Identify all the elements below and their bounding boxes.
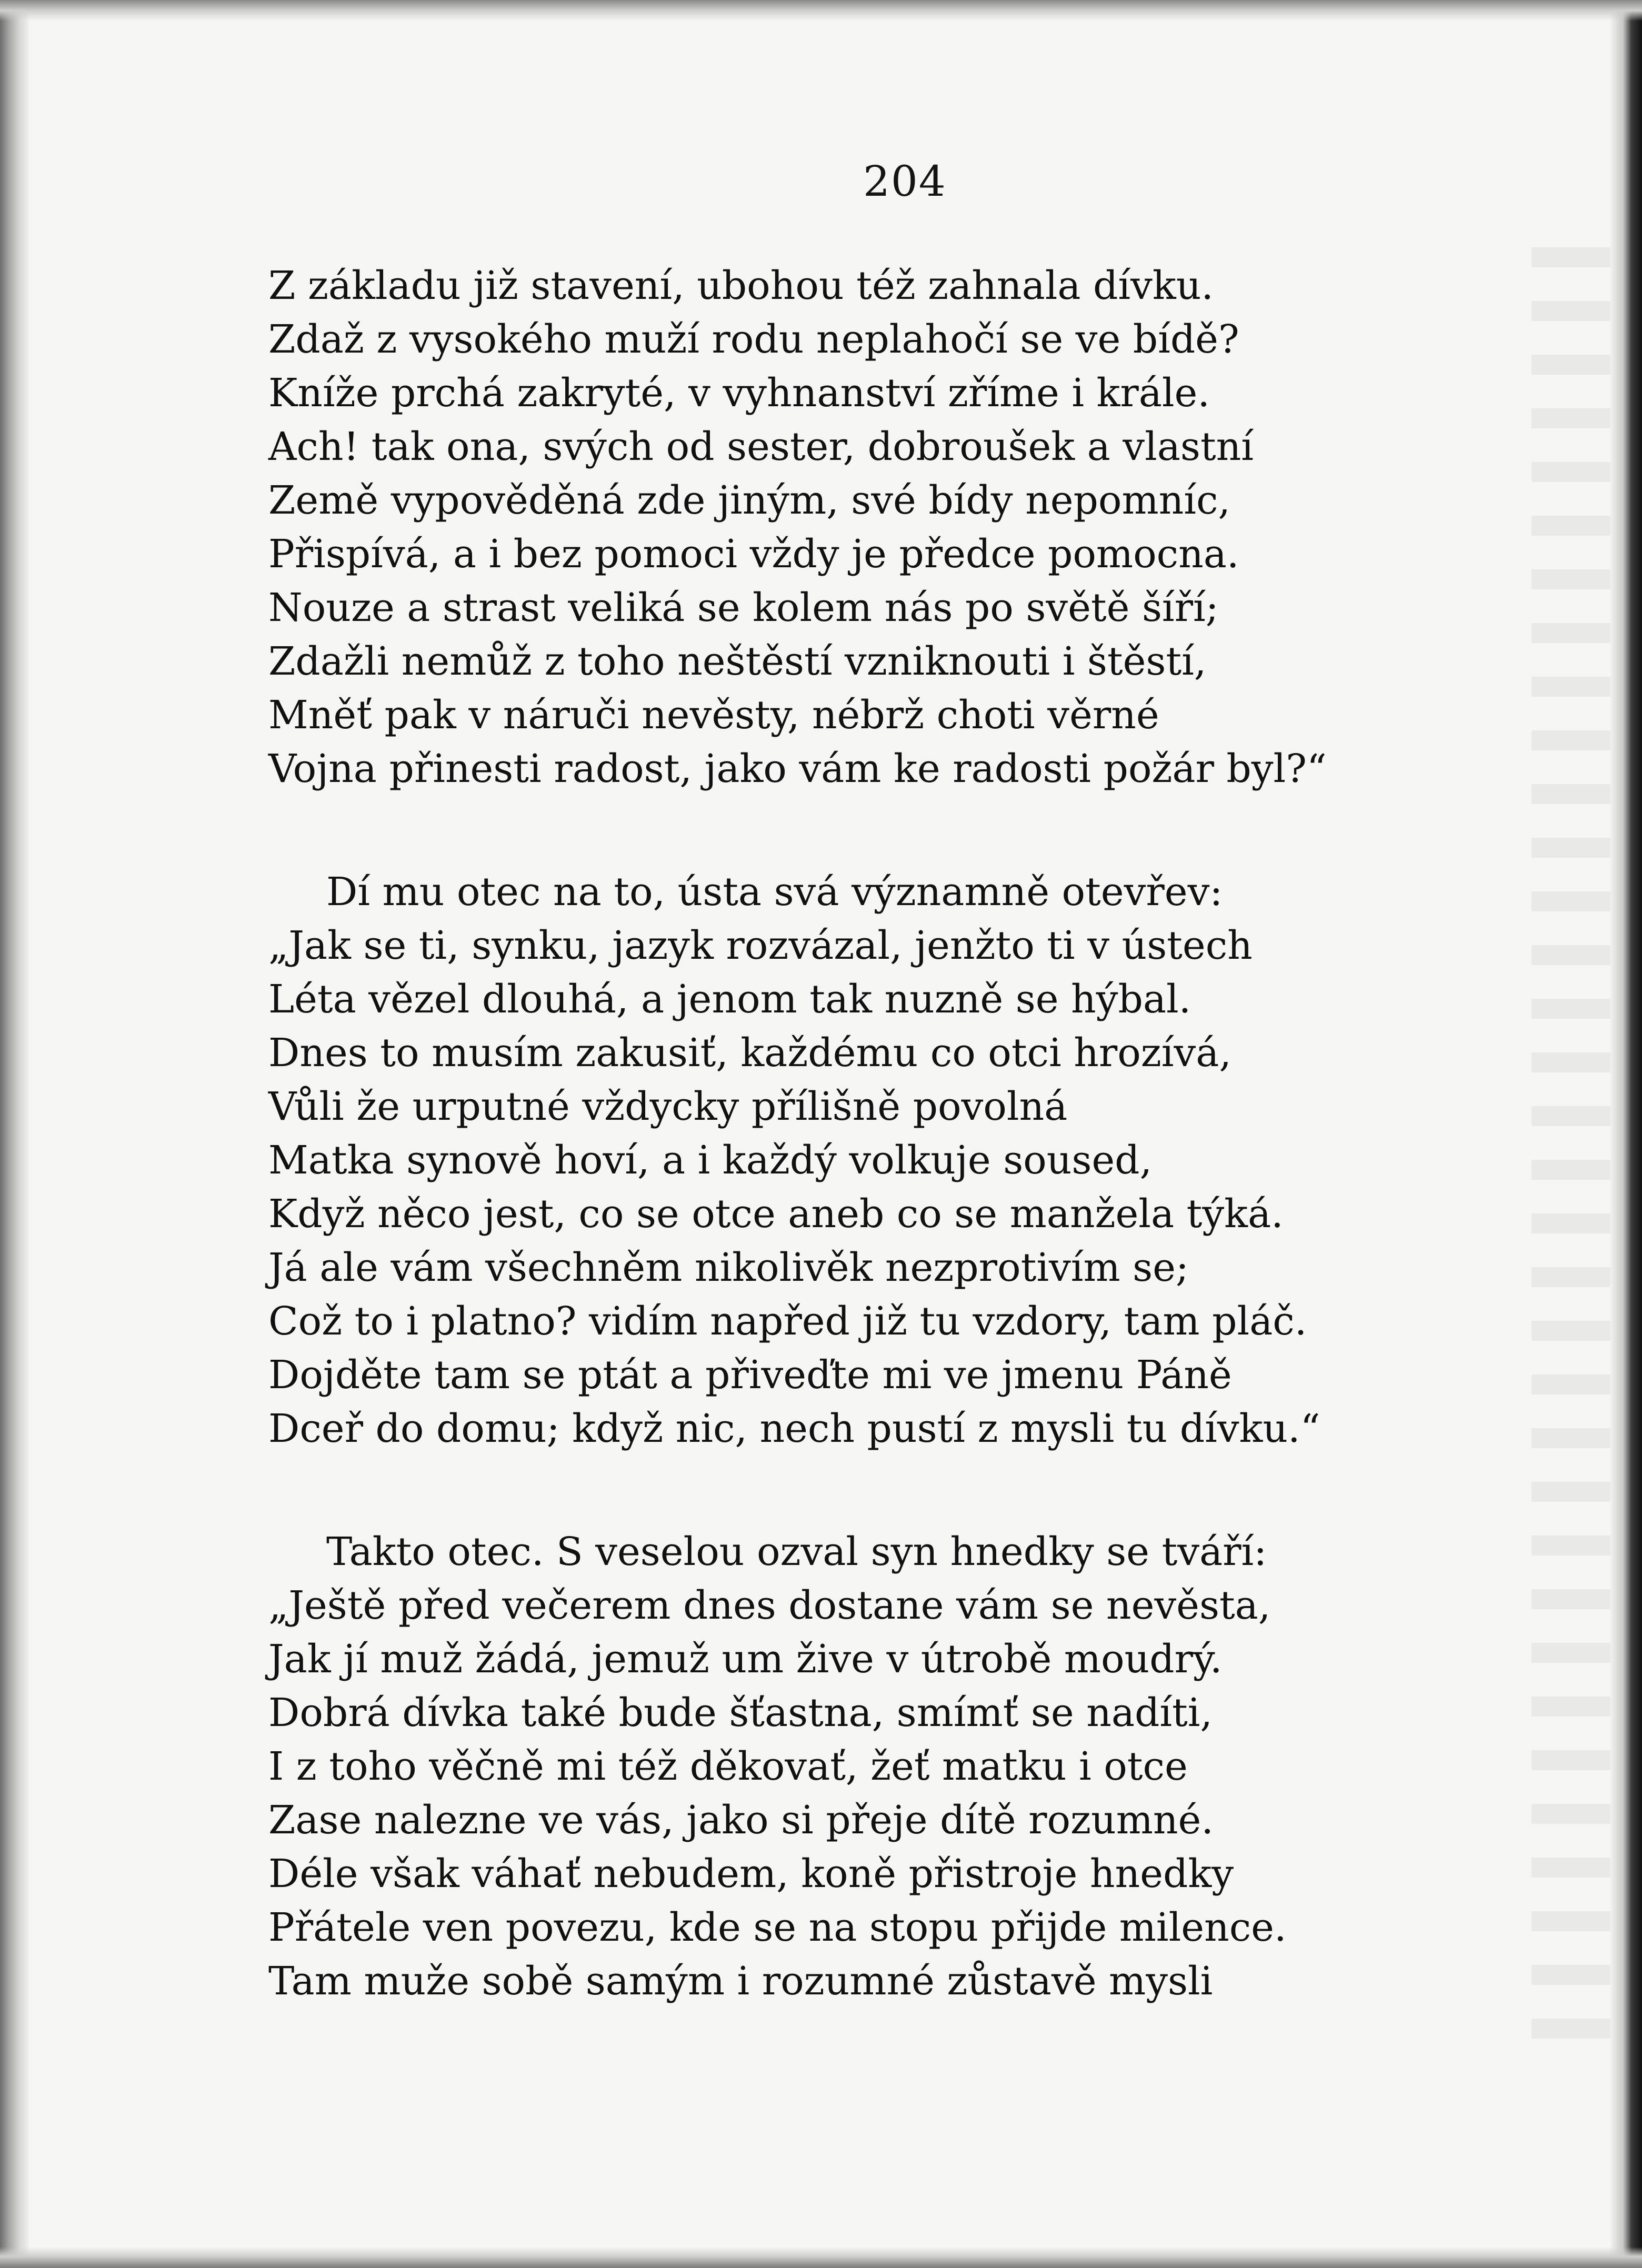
page-right-edge-shadow: [1610, 0, 1642, 2268]
stanza: [268, 1525, 1563, 2008]
verse-line: Přátele ven povezu, kde se na stopu přijde milence.: [268, 1905, 1287, 1950]
verse-line-indented: Dí mu otec na to, ústa svá významně otevřev:: [326, 869, 1223, 915]
verse-line: Zdaž z vysokého muží rodu neplahočí se ve bídě?: [268, 317, 1239, 362]
verse-line: Dnes to musím zakusiť, každému co otci hrozívá,: [268, 1030, 1232, 1076]
verse-line: Dceř do domu; když nic, nech pustí z mysli tu dívku.“: [268, 1406, 1320, 1451]
verse-line: Vojna přinesti radost, jako vám ke radosti požár byl?“: [268, 746, 1327, 791]
verse-line: Což to i platno? vidím napřed již tu vzdory, tam pláč.: [268, 1299, 1307, 1344]
verse-line: Dojděte tam se ptát a přiveďte mi ve jmenu Páně: [268, 1352, 1232, 1398]
verse-line: Přispívá, a i bez pomoci vždy je předce pomocna.: [268, 531, 1239, 577]
page-top-edge-shadow: [0, 0, 1642, 21]
poem-text: [268, 259, 1563, 2078]
verse-line: I z toho věčně mi též děkovať, žeť matku i otce: [268, 1744, 1188, 1789]
verse-line: Z základu již stavení, ubohou též zahnala dívku.: [268, 263, 1214, 308]
verse-line: Já ale vám všechněm nikolivěk nezprotivím se;: [268, 1245, 1189, 1290]
verse-line: Matka synově hoví, a i každý volkuje soused,: [268, 1138, 1153, 1183]
verse-line: Mněť pak v náruči nevěsty, nébrž choti věrné: [268, 693, 1159, 738]
stanza: [268, 259, 1563, 796]
verse-line: Dobrá dívka také bude šťastna, smímť se nadíti,: [268, 1690, 1213, 1735]
verse-line: Nouze a strast veliká se kolem nás po světě šíří;: [268, 585, 1219, 630]
page-number: 204: [863, 157, 947, 206]
verse-line: Zase nalezne ve vás, jako si přeje dítě rozumné.: [268, 1798, 1214, 1843]
verse-line: „Jak se ti, synku, jazyk rozvázal, jenžto ti v ústech: [268, 923, 1253, 968]
verse-line-indented: Takto otec. S veselou ozval syn hnedky se tváří:: [326, 1529, 1267, 1574]
verse-line: Vůli že urputné vždycky přílišně povolná: [268, 1084, 1068, 1129]
page-left-edge-shadow: [0, 0, 29, 2268]
verse-line: Tam muže sobě samým i rozumné zůstavě mysli: [268, 1959, 1213, 2004]
verse-line: Jak jí muž žádá, jemuž um žive v útrobě moudrý.: [268, 1637, 1223, 1682]
verse-line: Země vypověděná zde jiným, své bídy nepomníc,: [268, 478, 1230, 523]
verse-line: Léta vězel dlouhá, a jenom tak nuzně se hýbal.: [268, 977, 1192, 1022]
verse-line: Když něco jest, co se otce aneb co se manžela týká.: [268, 1191, 1284, 1237]
verse-line: Kníže prchá zakryté, v vyhnanství zříme i krále.: [268, 370, 1210, 416]
verse-line: Ach! tak ona, svých od sester, dobroušek a vlastní: [268, 424, 1254, 469]
stanza: [268, 865, 1563, 1456]
page-bottom-edge-shadow: [0, 2247, 1642, 2268]
verse-line: „Ještě před večerem dnes dostane vám se nevěsta,: [268, 1583, 1271, 1628]
verse-line: Déle však váhať nebudem, koně přistroje hnedky: [268, 1851, 1234, 1896]
verse-line: Zdažli nemůž z toho neštěstí vzniknouti i štěstí,: [268, 639, 1207, 684]
